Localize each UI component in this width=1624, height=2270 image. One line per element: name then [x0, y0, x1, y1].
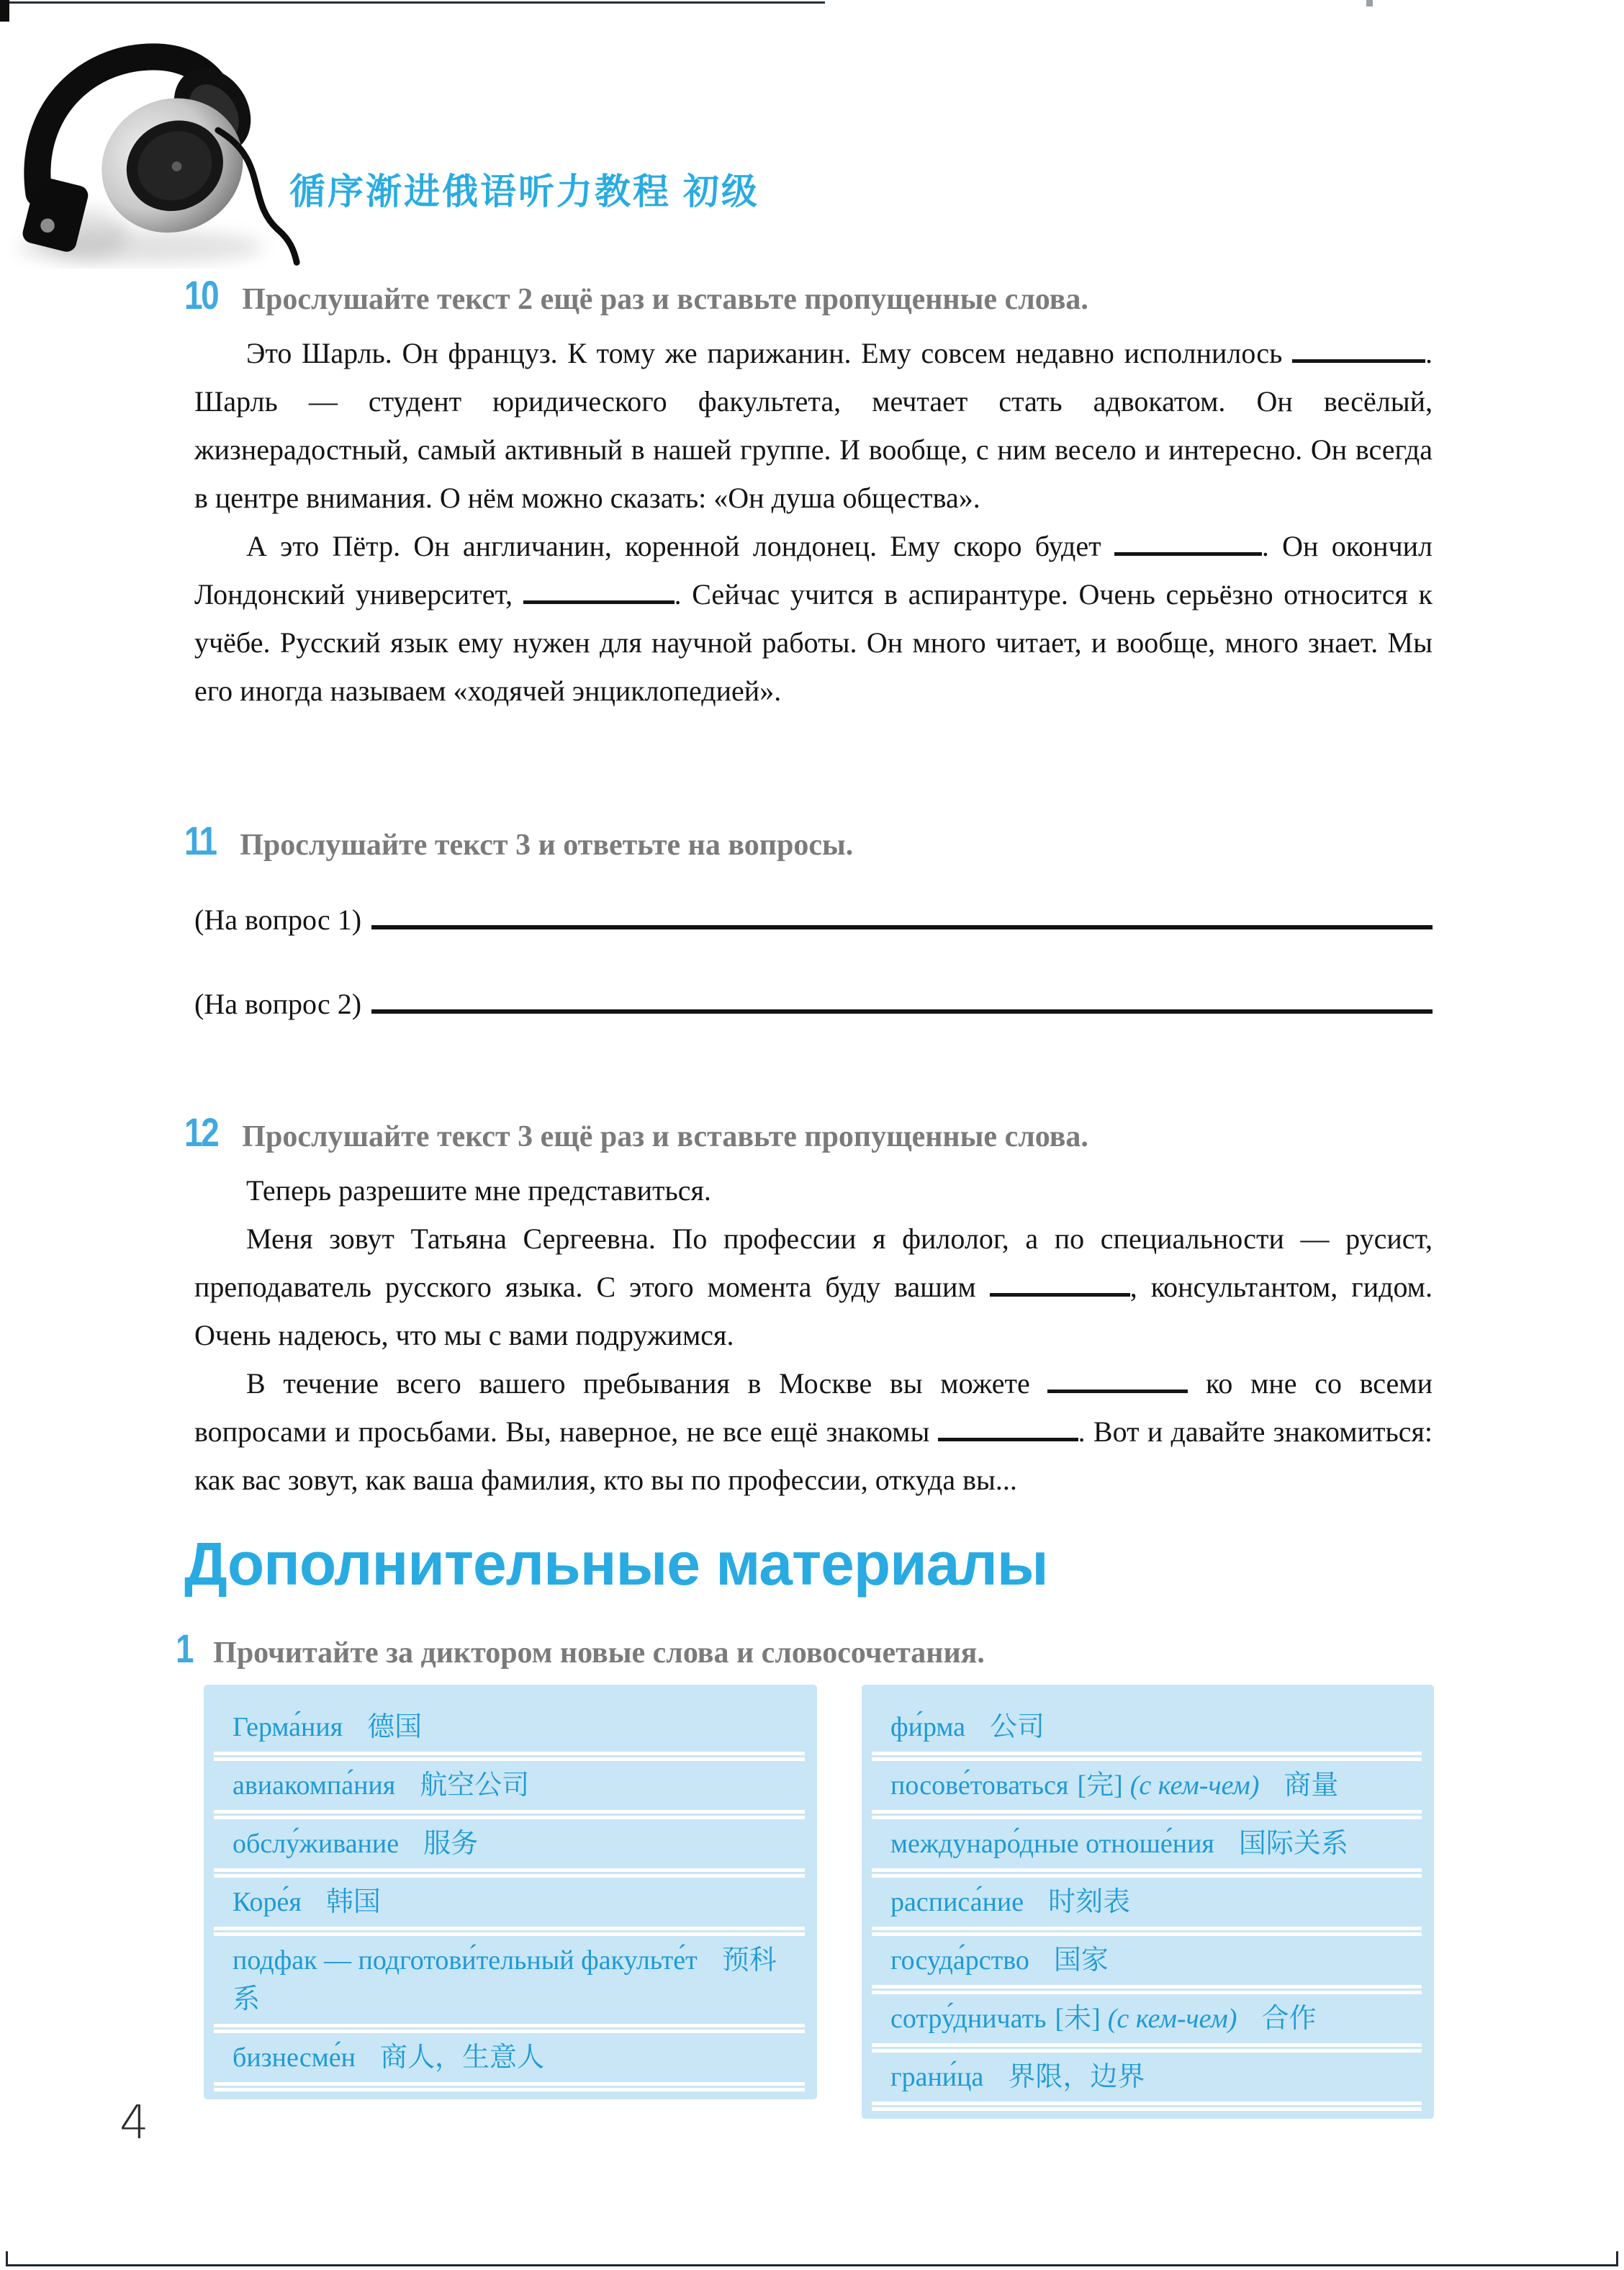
exercise-12-heading [184, 1109, 1433, 1156]
vocab-chinese: 界限，边界 [1008, 2062, 1145, 2092]
vocab-row [890, 1937, 1402, 1988]
page-edge-bottom-right-tick [1616, 2251, 1618, 2266]
vocab-russian: госуда́рство [890, 1945, 1029, 1976]
answer-lines-block [194, 901, 1433, 1023]
exercise-1-heading [176, 1626, 1433, 1672]
vocab-russian: междунаро́дные отноше́ния [890, 1829, 1214, 1859]
vocab-chinese: 服务 [423, 1829, 479, 1859]
vocab-russian: бизнесме́н [233, 2042, 356, 2073]
vocab-russian: авиакомпа́ния [233, 1770, 396, 1801]
exercise-11-heading [184, 818, 1433, 865]
vocab-russian: обслу́живание [233, 1829, 400, 1859]
exercise-11 [184, 818, 1433, 1023]
vocab-russian: Герма́ния [233, 1712, 343, 1742]
vocab-aspect-tag: [完] [1077, 1770, 1123, 1801]
exercise-title: Прослушайте текст 3 и ответьте на вопросы. [240, 829, 854, 862]
vocab-row [890, 1762, 1402, 1814]
exercise-number-badge: 11 [184, 818, 216, 863]
exercise-10 [184, 272, 1433, 715]
fill-in-blank [938, 1418, 1078, 1441]
paragraph [194, 522, 1433, 715]
exercise-number-badge: 1 [176, 1626, 193, 1671]
exercise-number-badge: 12 [184, 1109, 218, 1155]
exercise-10-heading [184, 272, 1433, 319]
vocab-box-right [862, 1685, 1434, 2119]
vocab-chinese: 公司 [990, 1712, 1045, 1742]
vocab-chinese: 商人，生意人 [379, 2042, 544, 2073]
vocab-russian: сотру́дничать [890, 2004, 1047, 2034]
exercise-text-block [194, 1166, 1433, 1504]
text-run: ко мне со всеми вопросами и просьбами. Вы, наверное, не все ещё знакомы [194, 1367, 1433, 1448]
page-edge-top-line [0, 1, 825, 4]
vocab-russian: Коре́я [233, 1887, 302, 1917]
vocab-box-left [204, 1685, 817, 2099]
vocab-russian: подфак — подготови́тельный факульте́т [233, 1945, 698, 1976]
vocab-russian: расписа́ние [890, 1887, 1024, 1917]
vocab-chinese: 韩国 [325, 1887, 381, 1917]
paragraph [194, 329, 1433, 522]
page-edge-bottom-line [6, 2264, 1618, 2266]
page-edge-tick [1366, 0, 1373, 6]
vocab-chinese: 航空公司 [420, 1770, 530, 1801]
vocab-chinese: 国际关系 [1238, 1829, 1348, 1859]
answer-row [194, 901, 1433, 939]
answer-label: (На вопрос 1) [194, 904, 362, 936]
vocab-aspect-tag: [未] [1055, 2004, 1101, 2034]
vocab-row [233, 2034, 785, 2086]
paragraph [194, 1359, 1433, 1504]
vocab-row [233, 1703, 785, 1755]
vocab-row [890, 1820, 1402, 1872]
vocab-chinese: 德国 [367, 1712, 423, 1742]
vocab-row [890, 2053, 1402, 2105]
text-run: . Он окончил Лондонский университет, [194, 530, 1433, 611]
text-run: В течение всего вашего пребывания в Москве вы можете [246, 1367, 1048, 1400]
fill-in-blank [1047, 1369, 1188, 1393]
vocab-grammar-note: (с кем-чем) [1107, 2004, 1237, 2034]
text-run: Это Шарль. Он француз. К тому же парижанин. Ему совсем недавно исполнилось [246, 337, 1292, 369]
vocab-row [890, 1995, 1402, 2047]
text-run: . Шарль — студент юридического факультета, мечтает стать адвокатом. Он весёлый, жизнерадостный, самый активный в нашей группе. И вообще, с ним весело и интересно. Он всегда в центре внимания. О нём можно сказать: «Он душа общества». [194, 337, 1433, 514]
additional-materials-heading: Дополнительные материалы [184, 1530, 1048, 1598]
exercise-title: Прослушайте текст 2 ещё раз и вставьте пропущенные слова. [242, 283, 1088, 316]
answer-line [371, 985, 1433, 1014]
fill-in-blank [990, 1273, 1130, 1297]
text-run: Меня зовут Татьяна Сергеевна. По профессии я филолог, а по специальности — русист, преподаватель русского языка. С этого момента буду вашим [194, 1222, 1433, 1303]
fill-in-blank [1114, 532, 1262, 556]
vocab-row [233, 1878, 785, 1930]
text-run: . Вот и давайте знакомиться: как вас зовут, как ваша фамилия, кто вы по профессии, откуда вы... [194, 1415, 1433, 1496]
paragraph [194, 1215, 1433, 1359]
vocab-row [233, 1820, 785, 1872]
paragraph [194, 1166, 1433, 1215]
vocab-row [890, 1878, 1402, 1930]
exercise-1-additional [176, 1626, 1433, 1672]
vocab-chinese: 时刻表 [1048, 1887, 1131, 1917]
fill-in-blank [1292, 339, 1425, 363]
vocab-russian: фи́рма [890, 1712, 966, 1742]
answer-row [194, 985, 1433, 1023]
vocab-russian: грани́ца [890, 2062, 984, 2092]
vocab-row [233, 1937, 785, 2027]
exercise-text-block [194, 329, 1433, 715]
vocab-grammar-note: (с кем-чем) [1129, 1770, 1260, 1801]
fill-in-blank [523, 580, 675, 604]
answer-label: (На вопрос 2) [194, 988, 362, 1020]
exercise-title: Прочитайте за диктором новые слова и словосочетания. [213, 1636, 985, 1670]
vocab-row [233, 1762, 785, 1814]
exercise-12 [184, 1109, 1433, 1504]
vocab-chinese: 国家 [1053, 1945, 1109, 1976]
vocab-russian: посове́товаться [890, 1770, 1069, 1801]
exercise-number-badge: 10 [184, 272, 218, 317]
page-number: 4 [119, 2096, 149, 2150]
book-title: 循序渐进俄语听力教程 初级 [289, 171, 759, 212]
page-edge-bottom-left-tick [6, 2251, 8, 2266]
text-run: Теперь разрешите мне представиться. [246, 1174, 711, 1207]
page-corner-mark [0, 0, 9, 22]
vocab-chinese: 预科系 [233, 1945, 777, 2014]
answer-line [371, 901, 1433, 929]
text-run: А это Пётр. Он англичанин, коренной лондонец. Ему скоро будет [246, 530, 1114, 562]
headphones-image [7, 20, 302, 269]
vocab-chinese: 商量 [1284, 1770, 1339, 1801]
vocab-row [890, 1703, 1402, 1755]
text-run: , консультантом, гидом. Очень надеюсь, что мы с вами подружимся. [194, 1271, 1433, 1351]
text-run: . Сейчас учится в аспирантуре. Очень серьёзно относится к учёбе. Русский язык ему нужен для научной работы. Он много читает, и вообще, много знает. Мы его иногда называем «ходячей энциклопедией». [194, 578, 1433, 707]
vocab-chinese: 合作 [1261, 2004, 1317, 2034]
exercise-title: Прослушайте текст 3 ещё раз и вставьте пропущенные слова. [242, 1120, 1088, 1153]
